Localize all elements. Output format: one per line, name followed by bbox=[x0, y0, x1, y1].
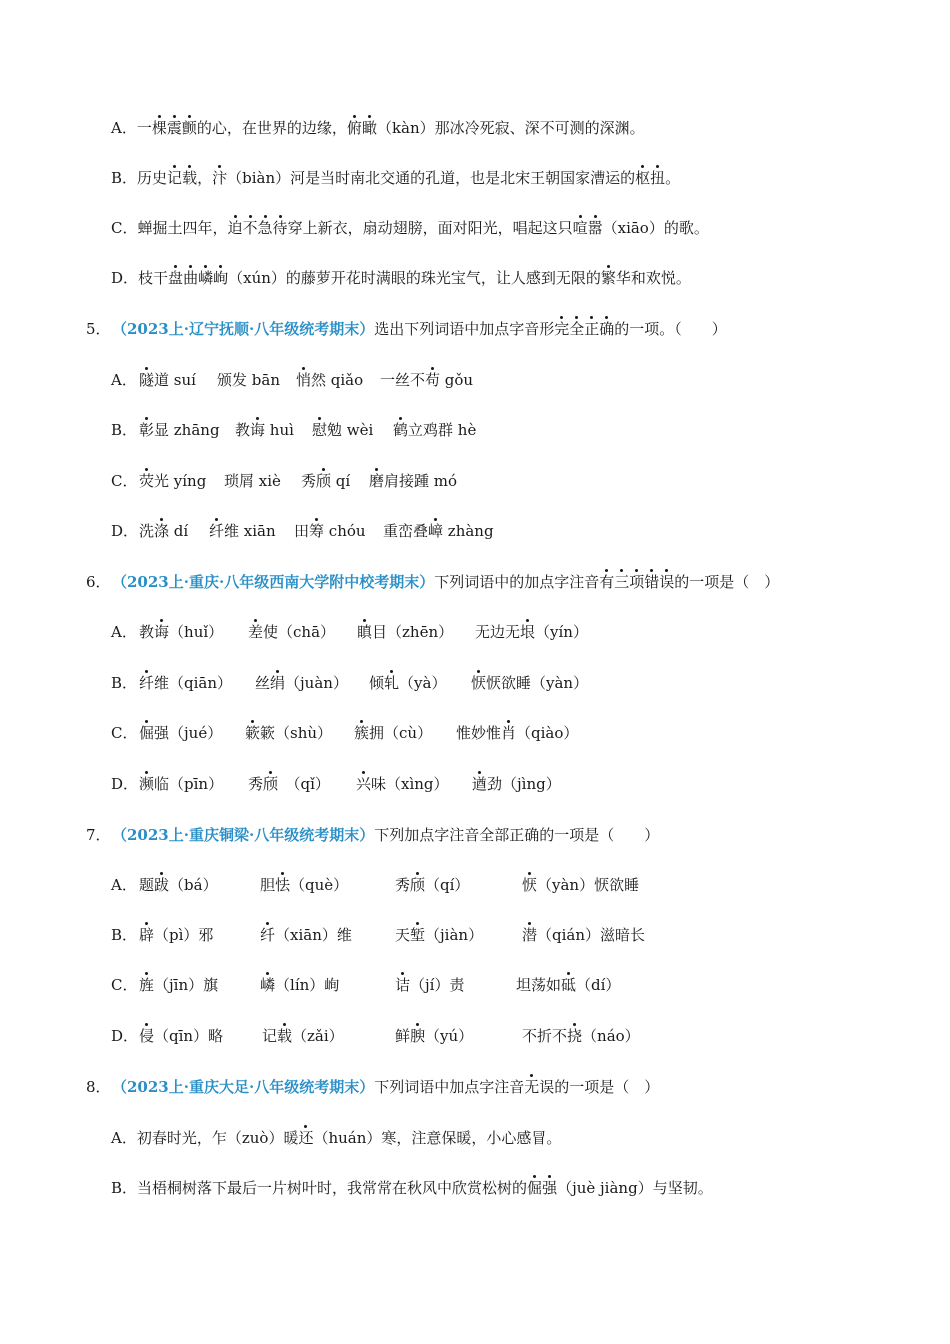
question-5: 5．（2023上·辽宁抚顺·八年级统考期末）选出下列词语中加点字音形完全正确的一项。（ ） bbox=[86, 320, 727, 338]
q7-option-b: B． 辟（pì）邪 纤（xiān）维 天堑（jiàn） 潜（qián）滋暗长 bbox=[111, 926, 646, 944]
q7-option-a: A． 题跋（bá） 胆怯（què） 秀颀（qí） 恹（yàn）恹欲睡 bbox=[111, 876, 640, 894]
q7-option-c: C． 旌（jīn）旗 嶙（lín）峋 诘（jí）责 坦荡如砥（dí） bbox=[111, 976, 621, 994]
question-source: （2023上·重庆铜梁·八年级统考期末） bbox=[112, 826, 375, 844]
q6-option-c: C． 倔强（jué） 簌簌（shù） 簇拥（cù） 惟妙惟肖（qiào） bbox=[111, 724, 579, 742]
question-6: 6．（2023上·重庆·八年级西南大学附中校考期末）下列词语中的加点字注音有三项错误的一项是（ ） bbox=[86, 573, 780, 591]
question-number: 7． bbox=[86, 826, 111, 844]
q6-option-b: B． 纤维（qiān） 丝绢（juàn） 倾轧（yà） 恹恹欲睡（yàn） bbox=[111, 674, 589, 692]
question-number: 6． bbox=[86, 573, 111, 591]
question-source: （2023上·重庆·八年级西南大学附中校考期末） bbox=[112, 573, 435, 591]
q5-option-b: B． 彰显 zhāng 教诲 huì 慰勉 wèi 鹤立鸡群 hè bbox=[111, 421, 477, 439]
q5-option-d: D．洗涤 dí 纤维 xiān 田筹 chóu 重峦叠嶂 zhàng bbox=[111, 522, 494, 540]
q4-option-d: D．枝干盘曲嶙峋（xún）的藤萝开花时满眼的珠光宝气，让人感到无限的繁华和欢悦。 bbox=[111, 269, 691, 287]
question-number: 5． bbox=[86, 320, 111, 338]
q6-option-d: D．濒临（pīn） 秀颀 （qǐ） 兴味（xìng） 遒劲（jìng） bbox=[111, 775, 561, 793]
q8-option-b: B．当梧桐树落下最后一片树叶时，我常常在秋风中欣赏松树的倔强（juè jiàng）与坚韧。 bbox=[111, 1179, 713, 1197]
q6-option-a: A． 教诲（huǐ） 差使（chā） 瞋目（zhēn） 无边无垠（yín） bbox=[111, 623, 588, 641]
question-number: 8． bbox=[86, 1078, 111, 1096]
q5-option-a: A． 隧道 suí 颁发 bān 悄然 qiǎo 一丝不苟 gǒu bbox=[111, 371, 474, 389]
q4-option-c: C．蝉掘土四年，迫不急待穿上新衣，扇动翅膀，面对阳光，唱起这只喧嚣（xiāo）的歌。 bbox=[111, 219, 709, 237]
q8-option-a: A．初春时光，乍（zuò）暖还（huán）寒，注意保暖，小心感冒。 bbox=[111, 1129, 562, 1147]
q4-option-a: A．一棵震颤的心，在世界的边缘，俯瞰（kàn）那冰冷死寂、深不可测的深渊。 bbox=[111, 119, 645, 137]
q5-option-c: C． 荧光 yíng 琐屑 xiè 秀颀 qí 磨肩接踵 mó bbox=[111, 472, 458, 490]
question-source: （2023上·重庆大足·八年级统考期末） bbox=[112, 1078, 375, 1096]
question-source: （2023上·辽宁抚顺·八年级统考期末） bbox=[112, 320, 375, 338]
q4-option-b: B．历史记载，汴（biàn）河是当时南北交通的孔道，也是北宋王朝国家漕运的枢扭。 bbox=[111, 169, 681, 187]
q7-option-d: D．侵（qīn）略 记载（zǎi） 鲜腴（yú） 不折不挠（náo） bbox=[111, 1027, 640, 1045]
question-8: 8．（2023上·重庆大足·八年级统考期末）下列词语中加点字注音无误的一项是（ ） bbox=[86, 1078, 660, 1096]
question-7: 7．（2023上·重庆铜梁·八年级统考期末）下列加点字注音全部正确的一项是（ ） bbox=[86, 826, 660, 844]
